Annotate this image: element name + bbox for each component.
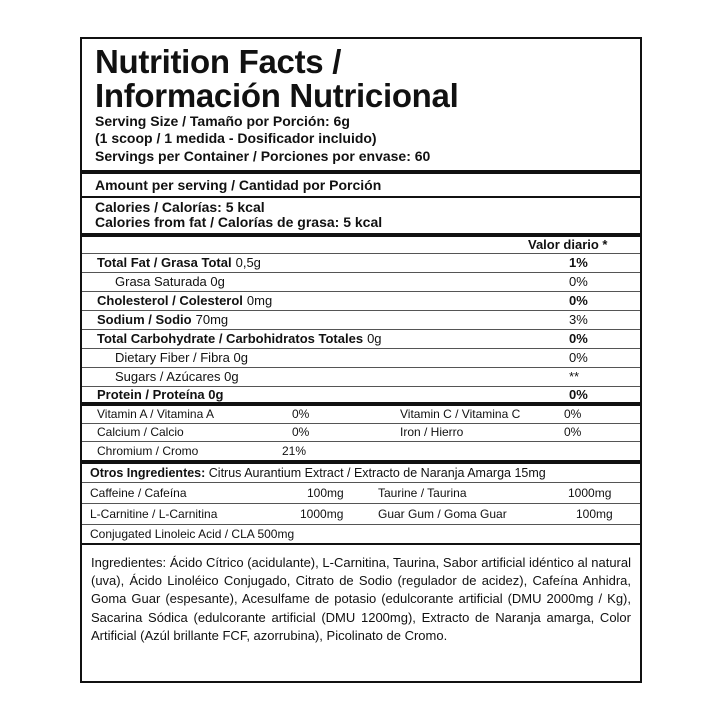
divider-thin [82, 503, 640, 504]
calories-from-fat: Calories from fat / Calorías de grasa: 5 kcal [95, 214, 383, 230]
nutrient-dv: 0% [569, 387, 588, 402]
guar-gum-value: 100mg [576, 507, 613, 521]
nutrient-dv: 0% [569, 274, 588, 289]
nutrient-label: Total Carbohydrate / Carbohidratos Totales [97, 331, 364, 346]
cla-row: Conjugated Linoleic Acid / CLA 500mg [90, 527, 295, 541]
nutrient-label: Cholesterol / Colesterol [97, 293, 243, 308]
chromium-label: Chromium / Cromo [97, 444, 199, 458]
vitamin-c-label: Vitamin C / Vitamina C [400, 407, 521, 421]
calcium-label: Calcium / Calcio [97, 425, 184, 439]
nutrient-label: Sugars / Azúcares 0g [115, 369, 239, 384]
iron-label: Iron / Hierro [400, 425, 464, 439]
nutrition-label [80, 37, 642, 683]
ingredients-paragraph: Ingredientes: Ácido Cítrico (acidulante), L-Carnitina, Taurina, Sabor artificial idéntico al natural (uva), Ácido Linoléico Conjugado, Citrato de Sodio (regulador de acidez), Cafeína Anhidra, Goma Guar (espesante), Acesulfame de potasio (edulcorante artificial (DMU 2000mg / Kg), Sacarina Sódica (edulcorante artificial (DMU 1200mg), Extracto de Naranja amarga, Color Artificial (Azúl brillante FCF, azorrubina), Picolinato de Cromo. [91, 555, 631, 643]
calcium-value: 0% [292, 425, 310, 439]
amount-per-serving: Amount per serving / Cantidad por Porción [95, 177, 382, 193]
divider [82, 543, 640, 545]
caffeine-label: Caffeine / Cafeína [90, 486, 187, 500]
title-line-1: Nutrition Facts / [95, 43, 342, 80]
iron-value: 0% [564, 425, 582, 439]
nutrient-row-fiber [82, 348, 640, 367]
servings-per-container: Servings per Container / Porciones por envase: 60 [95, 148, 431, 164]
divider-thick [82, 170, 640, 174]
other-ingredients-heading: Otros Ingredientes: [90, 466, 206, 480]
nutrient-label: Grasa Saturada 0g [115, 274, 225, 289]
taurine-value: 1000mg [568, 486, 612, 500]
vitamin-c-value: 0% [564, 407, 582, 421]
nutrient-amount: 0g [367, 331, 382, 346]
nutrient-dv: 1% [569, 255, 588, 270]
other-ingredients-row [90, 464, 546, 482]
nutrient-dv: 0% [569, 293, 588, 308]
calories-total: Calories / Calorías: 5 kcal [95, 199, 265, 215]
carnitine-value: 1000mg [300, 507, 344, 521]
nutrient-dv: ** [569, 369, 580, 384]
carnitine-label: L-Carnitine / L-Carnitina [90, 507, 218, 521]
nutrient-label: Sodium / Sodio [97, 312, 192, 327]
title-line-2: Información Nutricional [95, 77, 459, 114]
nutrient-row-saturated-fat [82, 272, 640, 291]
nutrient-amount: 70mg [195, 312, 229, 327]
serving-scoop: (1 scoop / 1 medida - Dosificador incluido) [95, 130, 377, 146]
caffeine-value: 100mg [307, 486, 344, 500]
taurine-label: Taurine / Taurina [378, 486, 467, 500]
nutrient-dv: 0% [569, 350, 588, 365]
nutrient-label: Total Fat / Grasa Total [97, 255, 232, 270]
serving-size: Serving Size / Tamaño por Porción: 6g [95, 113, 350, 129]
daily-value-header: Valor diario * [528, 237, 608, 252]
citrus-aurantium: Citrus Aurantium Extract / Extracto de Naranja Amarga 15mg [208, 466, 546, 480]
vitamin-a-value: 0% [292, 407, 310, 421]
nutrient-row-cholesterol [82, 291, 640, 310]
nutrient-amount: 0,5g [235, 255, 261, 270]
nutrient-dv: 3% [569, 312, 588, 327]
nutrient-dv: 0% [569, 331, 588, 346]
nutrient-label: Protein / Proteína 0g [97, 387, 224, 402]
vitamin-a-label: Vitamin A / Vitamina A [97, 407, 214, 421]
guar-gum-label: Guar Gum / Goma Guar [378, 507, 507, 521]
nutrient-row-sodium [82, 310, 640, 329]
nutrient-amount: 0mg [246, 293, 273, 308]
nutrient-row-total-fat [82, 253, 640, 272]
nutrient-label: Dietary Fiber / Fibra 0g [115, 350, 248, 365]
chromium-value: 21% [282, 444, 307, 458]
divider-thin [82, 482, 640, 483]
nutrient-row-carbohydrate [82, 329, 640, 348]
nutrient-row-sugars [82, 367, 640, 386]
